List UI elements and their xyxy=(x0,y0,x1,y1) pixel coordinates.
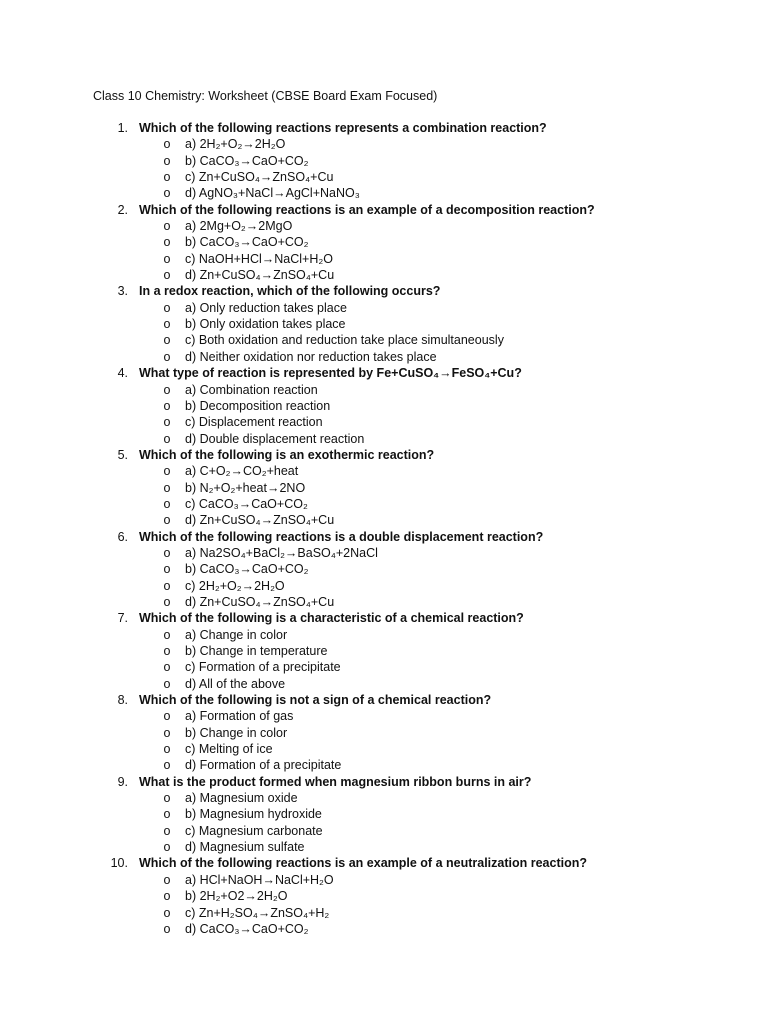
hollow-bullet-icon: o xyxy=(163,562,171,577)
question-line xyxy=(0,855,768,871)
question-number: 4. xyxy=(117,366,128,381)
question-text: In a redox reaction, which of the following occurs? xyxy=(139,284,441,299)
hollow-bullet-icon: o xyxy=(163,791,171,806)
question-number: 5. xyxy=(117,447,128,462)
answer-option xyxy=(0,480,768,496)
hollow-bullet-icon: o xyxy=(163,153,171,168)
question-item xyxy=(0,120,768,202)
hollow-bullet-icon: o xyxy=(163,758,171,773)
question-line xyxy=(0,529,768,545)
question-item xyxy=(0,692,768,774)
hollow-bullet-icon: o xyxy=(163,170,171,185)
answer-option xyxy=(0,185,768,201)
question-text: Which of the following reactions is an example of a decomposition reaction? xyxy=(139,202,595,217)
answer-option-text: d) CaCO₃→CaO+CO₂ xyxy=(185,921,309,936)
answer-option xyxy=(0,659,768,675)
hollow-bullet-icon: o xyxy=(163,513,171,528)
answer-option xyxy=(0,627,768,643)
answer-option xyxy=(0,300,768,316)
answer-option-text: a) Only reduction takes place xyxy=(185,300,347,315)
answer-option-text: b) Decomposition reaction xyxy=(185,398,331,413)
answer-option xyxy=(0,888,768,904)
hollow-bullet-icon: o xyxy=(163,300,171,315)
question-item xyxy=(0,365,768,447)
question-line xyxy=(0,774,768,790)
question-text: What is the product formed when magnesium ribbon burns in air? xyxy=(139,774,532,789)
hollow-bullet-icon: o xyxy=(163,709,171,724)
answer-option-text: c) Both oxidation and reduction take place simultaneously xyxy=(185,333,504,348)
answer-option-text: d) AgNO₃+NaCl→AgCl+NaNO₃ xyxy=(185,186,360,201)
hollow-bullet-icon: o xyxy=(163,398,171,413)
hollow-bullet-icon: o xyxy=(163,235,171,250)
answer-option xyxy=(0,251,768,267)
hollow-bullet-icon: o xyxy=(163,905,171,920)
question-line xyxy=(0,610,768,626)
answer-option xyxy=(0,169,768,185)
answer-option-text: a) Combination reaction xyxy=(185,382,318,397)
answer-option-text: a) Change in color xyxy=(185,627,288,642)
answer-option xyxy=(0,136,768,152)
hollow-bullet-icon: o xyxy=(163,807,171,822)
answer-option-text: b) Change in color xyxy=(185,725,288,740)
hollow-bullet-icon: o xyxy=(163,382,171,397)
question-item xyxy=(0,610,768,692)
answer-option-text: b) CaCO₃→CaO+CO₂ xyxy=(185,562,309,577)
question-text: Which of the following is an exothermic reaction? xyxy=(139,447,435,462)
answer-option-text: d) Zn+CuSO₄→ZnSO₄+Cu xyxy=(185,594,335,609)
answer-option-text: a) HCl+NaOH→NaCl+H₂O xyxy=(185,872,334,887)
question-text: Which of the following is not a sign of a chemical reaction? xyxy=(139,693,492,708)
answer-option xyxy=(0,823,768,839)
answer-option-text: b) N₂+O₂+heat→2NO xyxy=(185,480,306,495)
answer-option xyxy=(0,790,768,806)
answer-option xyxy=(0,153,768,169)
answer-option xyxy=(0,267,768,283)
answer-option-text: a) Na2SO₄+BaCl₂→BaSO₄+2NaCl xyxy=(185,545,378,560)
hollow-bullet-icon: o xyxy=(163,840,171,855)
answer-option-text: d) Zn+CuSO₄→ZnSO₄+Cu xyxy=(185,513,335,528)
answer-option-text: c) CaCO₃→CaO+CO₂ xyxy=(185,496,308,511)
hollow-bullet-icon: o xyxy=(163,186,171,201)
question-number: 7. xyxy=(117,611,128,626)
answer-option-text: a) Magnesium oxide xyxy=(185,791,298,806)
answer-option-text: c) Melting of ice xyxy=(185,742,273,757)
question-number: 6. xyxy=(117,529,128,544)
answer-option-text: a) Formation of gas xyxy=(185,709,294,724)
answer-option xyxy=(0,708,768,724)
answer-option xyxy=(0,905,768,921)
answer-option xyxy=(0,578,768,594)
hollow-bullet-icon: o xyxy=(163,349,171,364)
answer-option-text: c) Zn+H₂SO₄→ZnSO₄+H₂ xyxy=(185,905,330,920)
answer-option xyxy=(0,349,768,365)
answer-option-text: a) C+O₂→CO₂+heat xyxy=(185,464,299,479)
answer-option-text: a) 2H₂+O₂→2H₂O xyxy=(185,137,286,152)
answer-option-text: c) Displacement reaction xyxy=(185,415,323,430)
answer-option-text: b) Change in temperature xyxy=(185,644,328,658)
answer-option-text: a) 2Mg+O₂→2MgO xyxy=(185,219,293,234)
hollow-bullet-icon: o xyxy=(163,742,171,757)
question-item xyxy=(0,202,768,284)
question-line xyxy=(0,202,768,218)
question-item xyxy=(0,283,768,365)
hollow-bullet-icon: o xyxy=(163,872,171,887)
answer-option xyxy=(0,872,768,888)
answer-option xyxy=(0,921,768,937)
answer-option xyxy=(0,463,768,479)
answer-option xyxy=(0,234,768,250)
hollow-bullet-icon: o xyxy=(163,889,171,904)
question-number: 3. xyxy=(117,284,128,299)
hollow-bullet-icon: o xyxy=(163,545,171,560)
hollow-bullet-icon: o xyxy=(163,496,171,511)
question-line xyxy=(0,120,768,136)
hollow-bullet-icon: o xyxy=(163,464,171,479)
answer-option-text: d) Neither oxidation nor reduction takes place xyxy=(185,349,437,364)
answer-option xyxy=(0,561,768,577)
answer-option xyxy=(0,676,768,692)
answer-option xyxy=(0,332,768,348)
answer-option xyxy=(0,316,768,332)
question-item xyxy=(0,855,768,937)
answer-option xyxy=(0,431,768,447)
hollow-bullet-icon: o xyxy=(163,823,171,838)
question-number: 10. xyxy=(110,856,128,871)
answer-option xyxy=(0,496,768,512)
answer-option xyxy=(0,741,768,757)
hollow-bullet-icon: o xyxy=(163,431,171,446)
answer-option-text: d) Zn+CuSO₄→ZnSO₄+Cu xyxy=(185,268,335,283)
answer-option xyxy=(0,545,768,561)
answer-option xyxy=(0,643,768,659)
question-number: 2. xyxy=(117,202,128,217)
answer-option xyxy=(0,218,768,234)
hollow-bullet-icon: o xyxy=(163,660,171,675)
answer-option-text: c) 2H₂+O₂→2H₂O xyxy=(185,578,285,593)
hollow-bullet-icon: o xyxy=(163,676,171,691)
answer-option-text: d) All of the above xyxy=(185,676,286,691)
hollow-bullet-icon: o xyxy=(163,921,171,936)
answer-option xyxy=(0,806,768,822)
question-item xyxy=(0,529,768,611)
hollow-bullet-icon: o xyxy=(163,644,171,658)
hollow-bullet-icon: o xyxy=(163,317,171,332)
question-number: 9. xyxy=(117,774,128,789)
answer-option xyxy=(0,512,768,528)
answer-option-text: b) Only oxidation takes place xyxy=(185,317,346,332)
hollow-bullet-icon: o xyxy=(163,268,171,283)
question-item xyxy=(0,774,768,856)
answer-option-text: c) NaOH+HCl→NaCl+H₂O xyxy=(185,251,333,266)
answer-option-text: b) CaCO₃→CaO+CO₂ xyxy=(185,235,309,250)
answer-option xyxy=(0,414,768,430)
question-text: Which of the following reactions is a double displacement reaction? xyxy=(139,529,544,544)
answer-option-text: c) Magnesium carbonate xyxy=(185,823,323,838)
hollow-bullet-icon: o xyxy=(163,137,171,152)
hollow-bullet-icon: o xyxy=(163,251,171,266)
question-text: Which of the following is a characteristic of a chemical reaction? xyxy=(139,611,524,626)
answer-option-text: d) Formation of a precipitate xyxy=(185,758,342,773)
page-title: Class 10 Chemistry: Worksheet (CBSE Board Exam Focused) xyxy=(93,89,438,103)
answer-option xyxy=(0,398,768,414)
answer-option xyxy=(0,725,768,741)
answer-option xyxy=(0,382,768,398)
question-list xyxy=(0,120,768,937)
answer-option-text: c) Formation of a precipitate xyxy=(185,660,341,675)
question-number: 1. xyxy=(117,121,128,135)
question-line xyxy=(0,447,768,463)
hollow-bullet-icon: o xyxy=(163,627,171,642)
hollow-bullet-icon: o xyxy=(163,333,171,348)
answer-option-text: b) CaCO₃→CaO+CO₂ xyxy=(185,153,309,168)
question-text: What type of reaction is represented by Fe+CuSO₄→FeSO₄+Cu? xyxy=(139,366,522,381)
hollow-bullet-icon: o xyxy=(163,578,171,593)
answer-option xyxy=(0,594,768,610)
question-text: Which of the following reactions is an example of a neutralization reaction? xyxy=(139,856,587,871)
answer-option-text: b) Magnesium hydroxide xyxy=(185,807,322,822)
hollow-bullet-icon: o xyxy=(163,725,171,740)
answer-option-text: d) Magnesium sulfate xyxy=(185,840,305,855)
hollow-bullet-icon: o xyxy=(163,219,171,234)
hollow-bullet-icon: o xyxy=(163,415,171,430)
question-line xyxy=(0,283,768,299)
hollow-bullet-icon: o xyxy=(163,594,171,609)
answer-option-text: c) Zn+CuSO₄→ZnSO₄+Cu xyxy=(185,170,334,185)
hollow-bullet-icon: o xyxy=(163,480,171,495)
answer-option-text: b) 2H₂+O2→2H₂O xyxy=(185,889,288,904)
answer-option xyxy=(0,839,768,855)
question-text: Which of the following reactions represents a combination reaction? xyxy=(139,121,547,135)
question-number: 8. xyxy=(117,693,128,708)
question-item xyxy=(0,447,768,529)
question-line xyxy=(0,365,768,381)
question-line xyxy=(0,692,768,708)
answer-option xyxy=(0,757,768,773)
answer-option-text: d) Double displacement reaction xyxy=(185,431,365,446)
